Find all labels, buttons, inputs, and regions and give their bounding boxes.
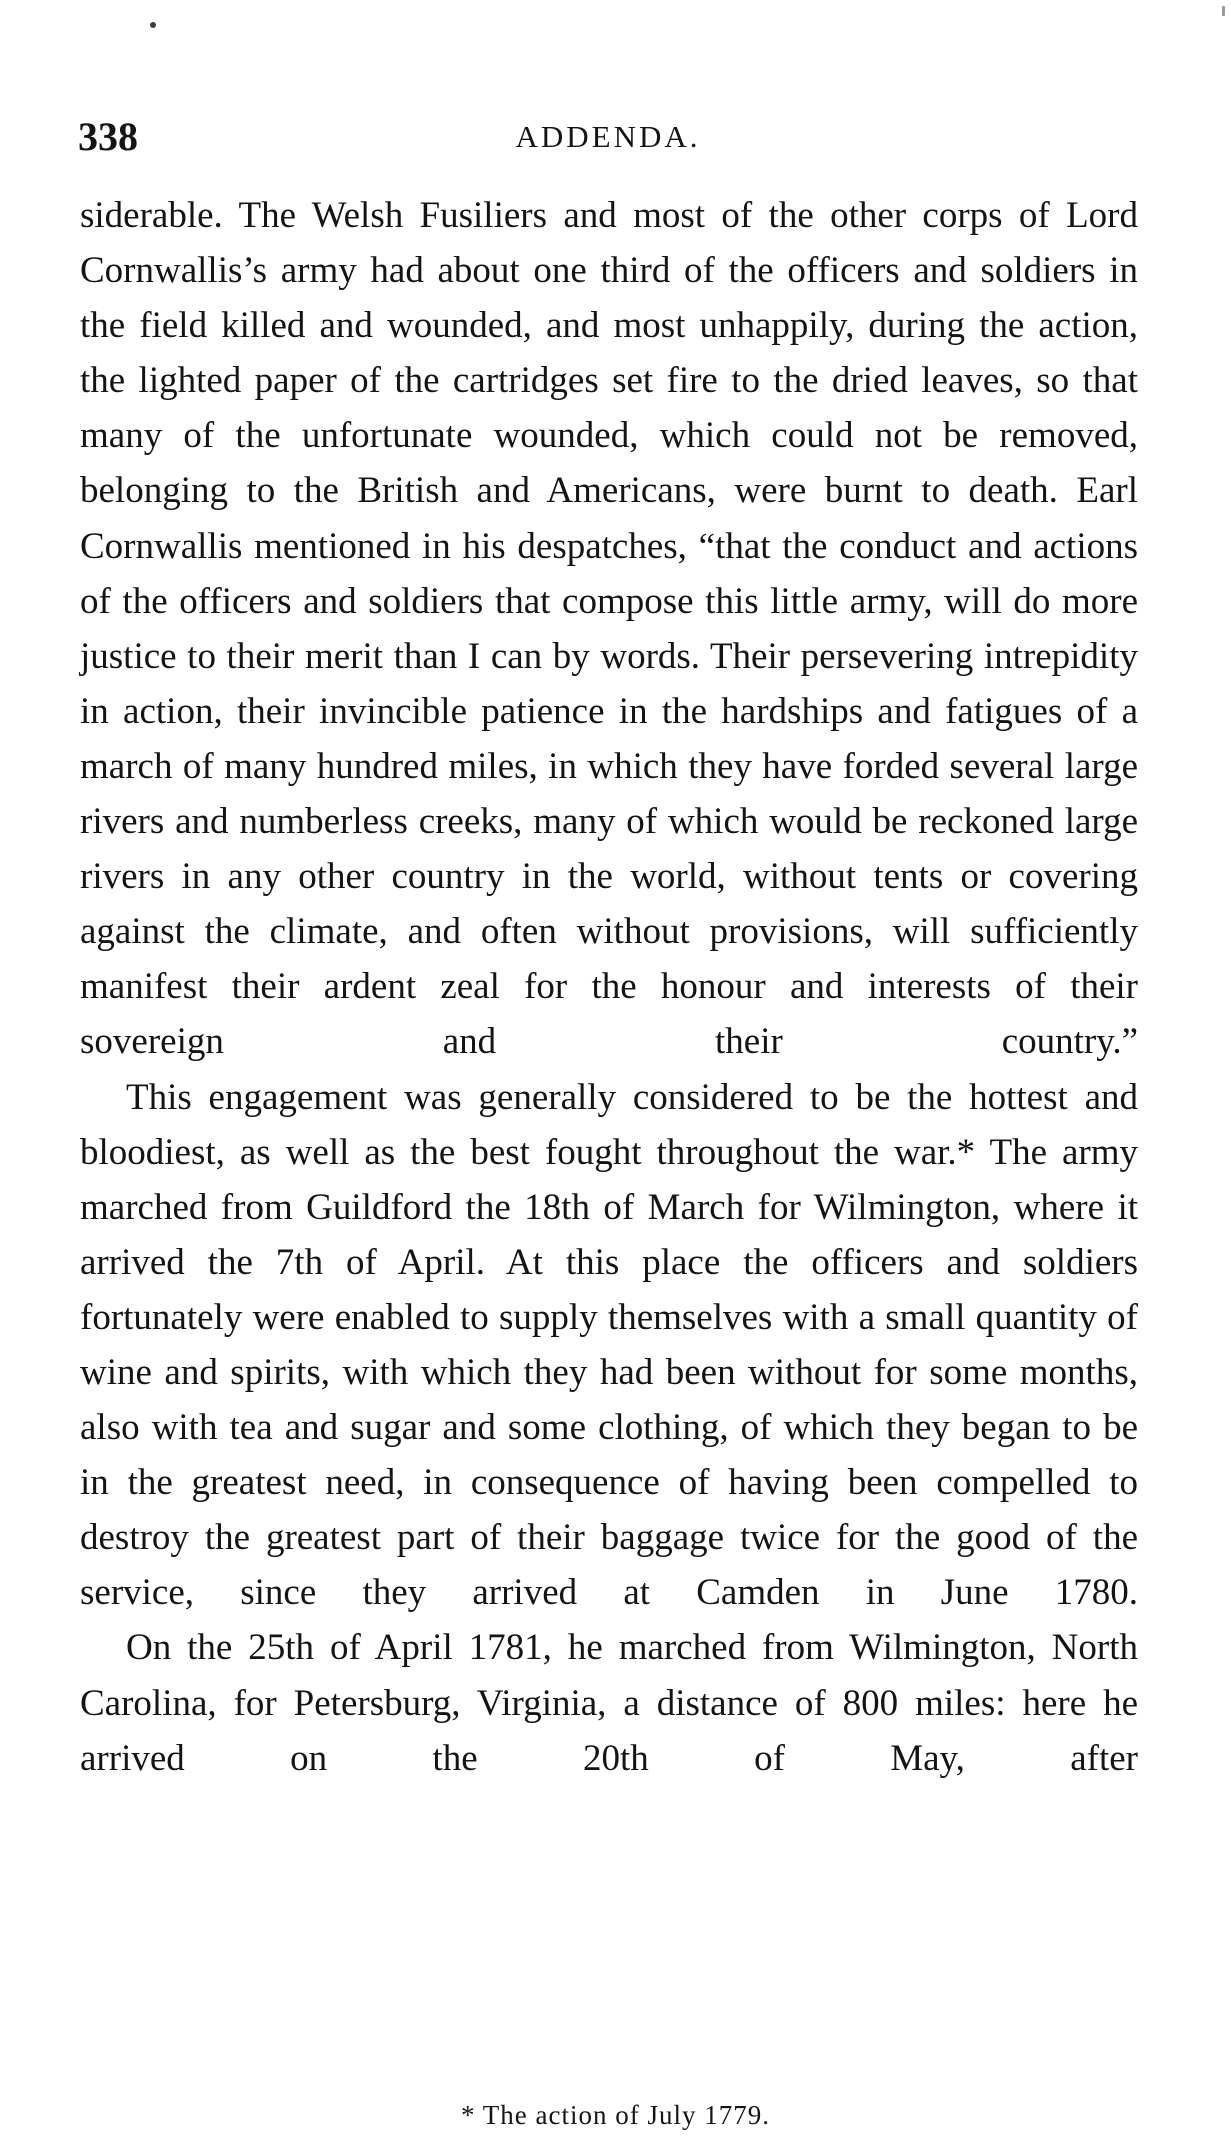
paragraph-2: This engagement was generally considered to be the hottest and bloodiest, as well as the best fought throughout the war.* The army marched from Guildford the 18th of March for Wilmington, where it arrived the 7th of April. At this place the officers and soldiers fortunately were enabled to supply themselves with a small quantity of wine and spirits, with which they had been without for some months, also with tea and sugar and some clothing, of which they began to be in the greatest need, in consequence of having been compelled to destroy the greatest part of their baggage twice for the good of the service, since they arrived at Camden in June 1780.	[80, 1076, 1138, 1614]
paragraph-3: On the 25th of April 1781, he marched from Wilmington, North Carolina, for Petersburg, Virginia, a distance of 800 miles: here he arrived on the 20th of May, after	[80, 1627, 1138, 1779]
footnote: * The action of July 1779.	[461, 2100, 770, 2130]
paragraph-1: siderable. The Welsh Fusiliers and most of the other corps of Lord Cornwallis’s army had about one third of the officers and soldiers in the field killed and wounded, and most unhappily, during the action, the lighted paper of the cartridges set fire to the dried leaves, so that many of the unfortunate wounded, which could not be removed, belonging to the British and Americans, were burnt to death. Earl Cornwallis mentioned in his despatches, “that the conduct and actions of the officers and soldiers that compose this little army, will do more justice to their merit than I can by words. Their persevering intrepidity in action, their invincible patience in the hardships and fatigues of a march of many hundred miles, in which they have forded several large rivers and numberless creeks, many of which would be reckoned large rivers in any other country in the world, without tents or covering against the climate, and often without provisions, will sufficiently manifest their ardent zeal for the honour and interests of their sovereign and their country.”	[80, 195, 1138, 1063]
ink-speck	[1222, 6, 1225, 16]
running-head	[78, 112, 1138, 162]
running-title: ADDENDA.	[515, 119, 701, 154]
body-text	[80, 188, 1138, 1786]
page-number: 338	[78, 114, 138, 159]
ink-speck	[150, 22, 156, 28]
